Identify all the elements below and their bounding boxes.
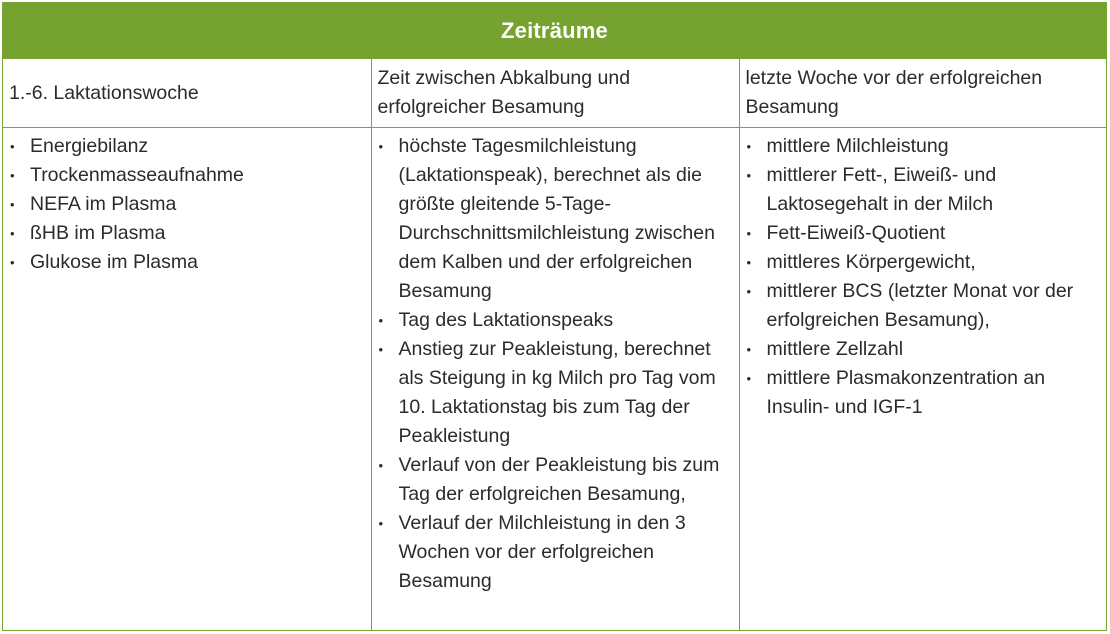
header-row [3, 59, 1106, 127]
list-item: • Trockenmasseaufnahme [9, 161, 365, 190]
column-calving-to-insemination [371, 127, 739, 630]
list-item: • mittlere Milchleistung [746, 132, 1101, 161]
list-item: • ßHB im Plasma [9, 219, 365, 248]
parameter-list [746, 132, 1101, 422]
parameter-list [9, 132, 365, 277]
list-item: • Verlauf von der Peakleistung bis zum Tag der erfolgreichen Besamung, [378, 451, 733, 509]
periods-grid [3, 59, 1106, 630]
list-item: • höchste Tagesmilchleistung (Laktationspeak), berechnet als die größte gleitende 5-Tage-Durchschnittsmilchleistung zwischen dem Kalben und der erfolgreichen Besamung [378, 132, 733, 306]
list-item: • mittlerer Fett-, Eiweiß- und Laktosegehalt in der Milch [746, 161, 1101, 219]
list-item: • Verlauf der Milchleistung in den 3 Wochen vor der erfolgreichen Besamung [378, 509, 733, 596]
list-item: • Anstieg zur Peakleistung, berechnet als Steigung in kg Milch pro Tag vom 10. Laktationstag bis zum Tag der Peakleistung [378, 335, 733, 451]
column-header-calving-to-insemination: Zeit zwischen Abkalbung und erfolgreicher Besamung [371, 59, 739, 127]
column-header-lactation-weeks: 1.-6. Laktationswoche [3, 59, 371, 127]
table-title: Zeiträume [3, 3, 1106, 59]
list-item: • NEFA im Plasma [9, 190, 365, 219]
periods-table [2, 2, 1107, 631]
list-item: • Fett-Eiweiß-Quotient [746, 219, 1101, 248]
list-item: • Glukose im Plasma [9, 248, 365, 277]
column-header-last-week-before-insemination: letzte Woche vor der erfolgreichen Besamung [739, 59, 1106, 127]
list-item: • mittlere Plasmakonzentration an Insulin- und IGF-1 [746, 364, 1101, 422]
list-item: • Tag des Laktationspeaks [378, 306, 733, 335]
list-item: • Energiebilanz [9, 132, 365, 161]
list-item: • mittlere Zellzahl [746, 335, 1101, 364]
parameter-list [378, 132, 733, 596]
list-item: • mittleres Körpergewicht, [746, 248, 1101, 277]
list-item: • mittlerer BCS (letzter Monat vor der erfolgreichen Besamung), [746, 277, 1101, 335]
column-last-week-before-insemination [739, 127, 1106, 630]
column-lactation-weeks [3, 127, 371, 630]
content-row [3, 127, 1106, 630]
